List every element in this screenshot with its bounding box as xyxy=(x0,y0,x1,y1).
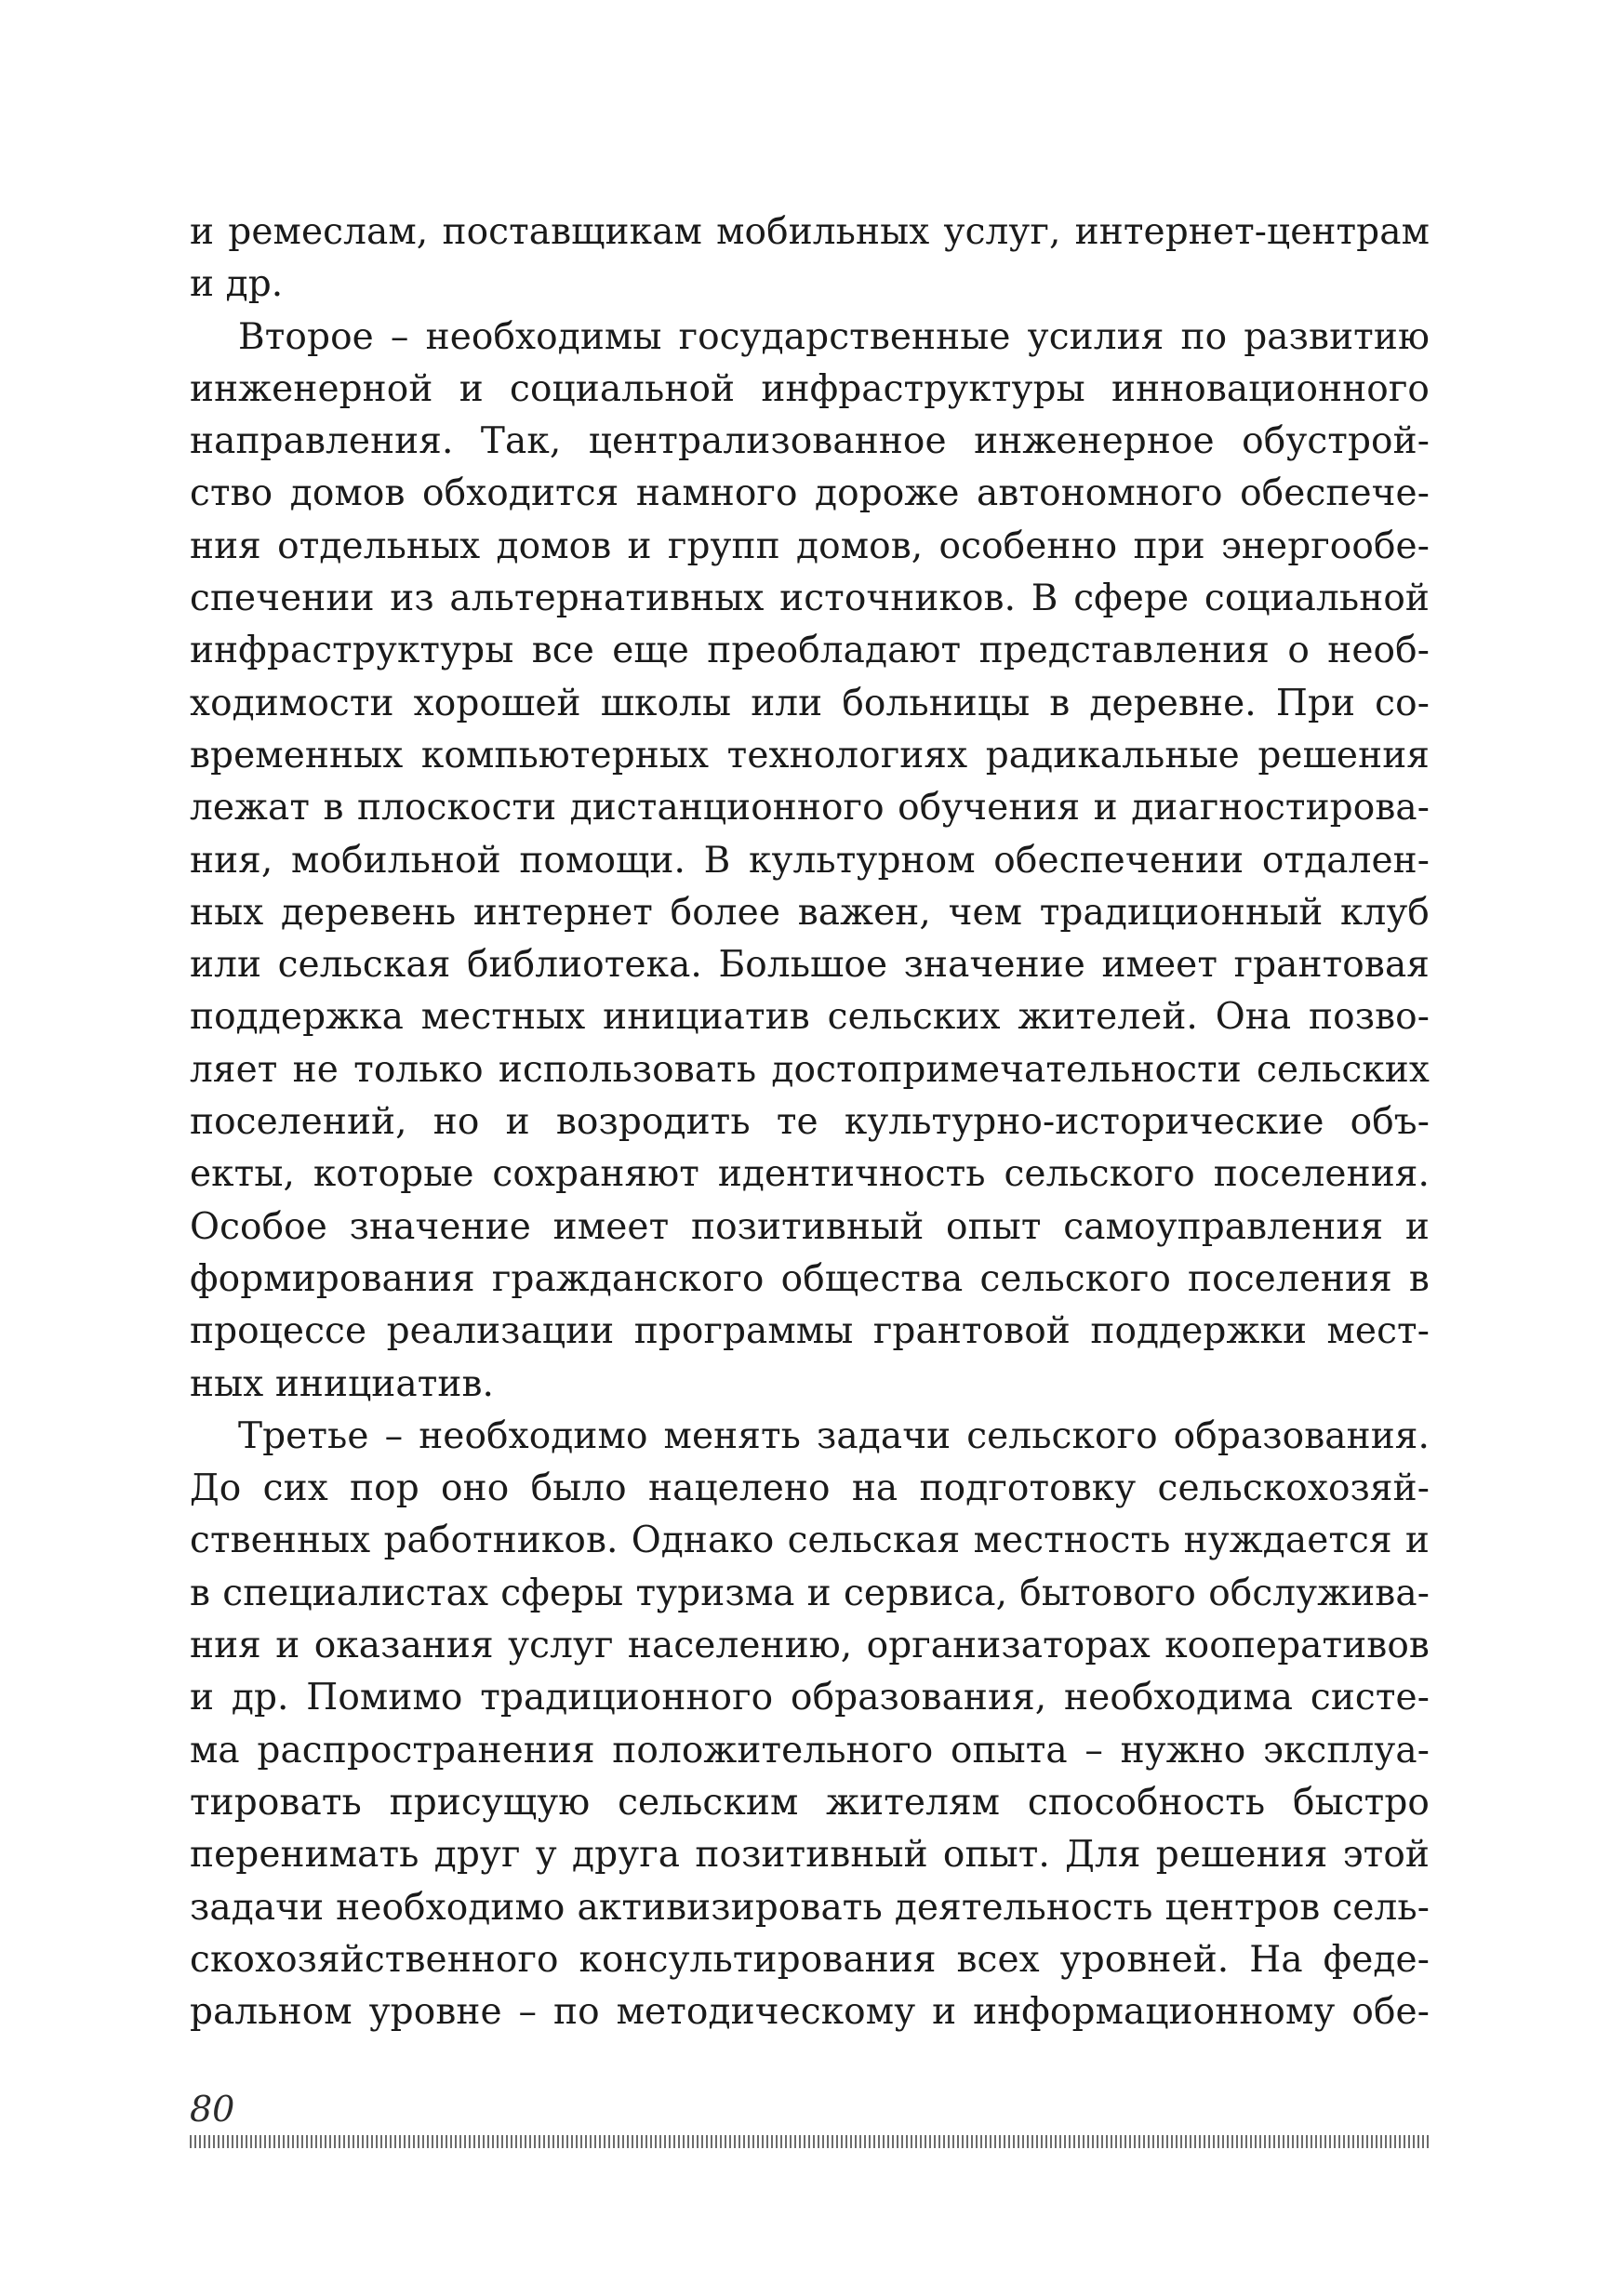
text-line: скохозяйственного консультирования всех уровней. На феде- xyxy=(190,1938,1430,1981)
text-line: инфраструктуры все еще преобладают представления о необ- xyxy=(190,630,1430,672)
text-line: процессе реализации программы грантовой поддержки мест- xyxy=(190,1310,1430,1353)
text-line: временных компьютерных технологиях радикальные решения xyxy=(190,734,1430,776)
page-footer xyxy=(190,2089,1430,2148)
text-line: направления. Так, централизованное инженерное обустрой- xyxy=(190,420,1430,463)
text-line: лежат в плоскости дистанционного обучения и диагностирова- xyxy=(190,787,1430,829)
footer-rule xyxy=(190,2135,1430,2148)
text-line: или сельская библиотека. Большое значение имеет грантовая xyxy=(190,944,1430,987)
text-line: и др. Помимо традиционного образования, необходима систе- xyxy=(190,1677,1430,1719)
text-line: задачи необходимо активизировать деятельность центров сель- xyxy=(190,1886,1430,1929)
page-number: 80 xyxy=(190,2089,235,2130)
text-line: в специалистах сферы туризма и сервиса, бытового обслужива- xyxy=(190,1572,1430,1614)
text-line: ральном уровне – по методическому и информационному обе- xyxy=(190,1991,1430,2034)
text-line: ляет не только использовать достопримечательности сельских xyxy=(190,1048,1430,1091)
text-line: перенимать друг у друга позитивный опыт. Для решения этой xyxy=(190,1834,1430,1877)
text-line: спечении из альтернативных источников. В сфере социальной xyxy=(190,577,1430,620)
text-line: поселений, но и возродить те культурно-исторические объ- xyxy=(190,1101,1430,1144)
text-line: ство домов обходится намного дороже автономного обеспече- xyxy=(190,472,1430,515)
text-line: поддержка местных инициатив сельских жителей. Она позво- xyxy=(190,996,1430,1039)
text-line: ственных работников. Однако сельская местность нуждается и xyxy=(190,1520,1430,1562)
text-line: До сих пор оно было нацелено на подготовку сельскохозяй- xyxy=(190,1467,1430,1510)
text-line: инженерной и социальной инфраструктуры инновационного xyxy=(190,367,1430,410)
text-line: ния и оказания услуг населению, организаторах кооперативов xyxy=(190,1625,1430,1667)
text-line: ния отдельных домов и групп домов, особенно при энергообе- xyxy=(190,524,1430,567)
text-line: ных инициатив. xyxy=(190,1362,495,1405)
text-line: формирования гражданского общества сельского поселения в xyxy=(190,1257,1430,1300)
text-line: Третье – необходимо менять задачи сельского образования. xyxy=(238,1414,1430,1457)
text-line: тировать присущую сельским жителям способность быстро xyxy=(190,1781,1430,1824)
text-line: и др. xyxy=(190,263,284,306)
text-line: ма распространения положительного опыта – нужно эксплуа- xyxy=(190,1729,1430,1772)
text-line: Второе – необходимы государственные усилия по развитию xyxy=(238,315,1430,358)
text-line: ния, мобильной помощи. В культурном обеспечении отдален- xyxy=(190,839,1430,882)
text-line: екты, которые сохраняют идентичность сельского поселения. xyxy=(190,1153,1430,1196)
text-line: Особое значение имеет позитивный опыт самоуправления и xyxy=(190,1205,1430,1248)
text-line: ных деревень интернет более важен, чем традиционный клуб xyxy=(190,891,1430,934)
text-line: и ремеслам, поставщикам мобильных услуг, интернет-центрам xyxy=(190,211,1430,253)
text-line: ходимости хорошей школы или больницы в деревне. При со- xyxy=(190,682,1430,724)
page-body xyxy=(190,206,1430,2038)
